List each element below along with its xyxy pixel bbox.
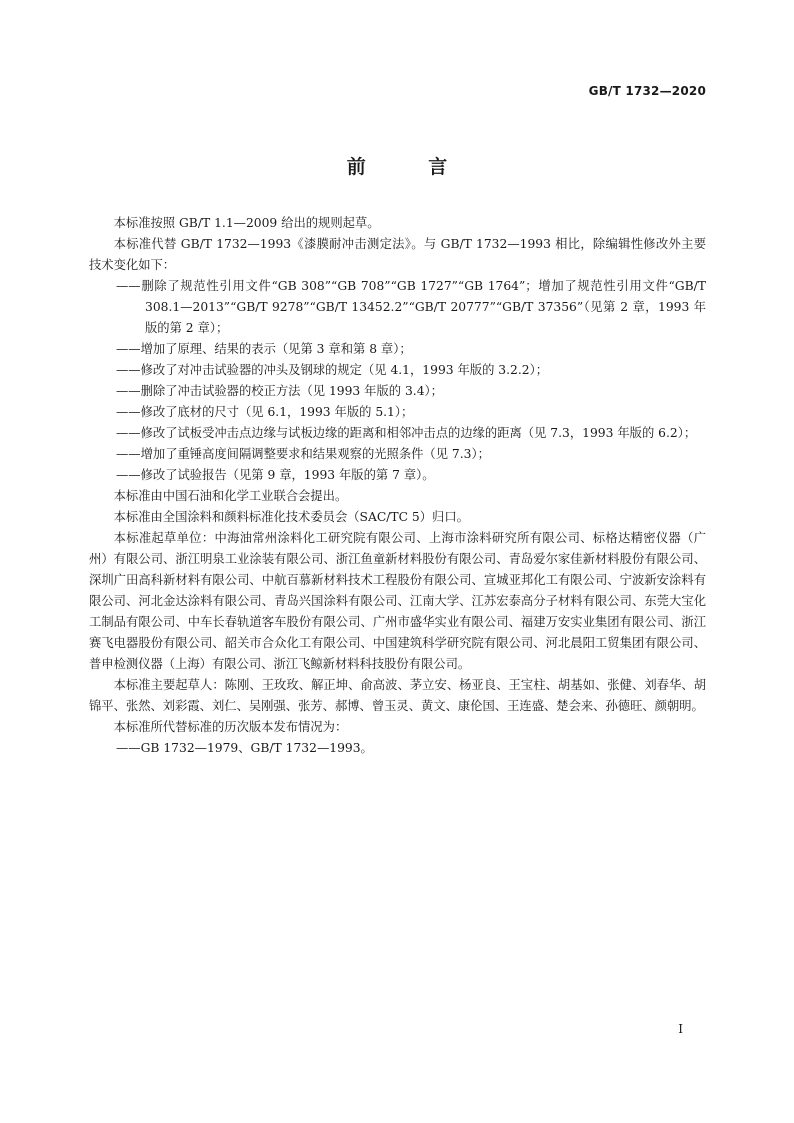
- change-item: ——删除了规范性引用文件“GB 308”“GB 708”“GB 1727”“GB 1764”；增加了规范性引用文件“GB/T 308.1—2013”“GB/T 9278”“GB/T 13452.2”“GB/T 20777”“GB/T 37356”（见第 2 章，1993 年版的第 2 章）；: [116, 279, 706, 335]
- drafting-rule-paragraph: 本标准按照 GB/T 1.1—2009 给出的规则起草。: [113, 216, 380, 230]
- foreword-body: [89, 213, 706, 759]
- change-item: ——修改了底材的尺寸（见 6.1，1993 年版的 5.1）；: [116, 405, 414, 419]
- replacement-paragraph: 本标准代替 GB/T 1732—1993《漆膜耐冲击测定法》。与 GB/T 1732—1993 相比，除编辑性修改外主要技术变化如下：: [89, 237, 706, 272]
- changes-list: [89, 276, 706, 486]
- drafters-paragraph: 本标准主要起草人：陈刚、王玫玫、解正坤、俞高波、茅立安、杨亚良、王宝柱、胡基如、张健、刘春华、胡锦平、张然、刘彩霞、刘仁、吴刚强、张芳、郝博、曾玉灵、黄文、康伦国、王连盛、楚会来、孙德旺、颜朝明。: [89, 678, 706, 713]
- committee-paragraph: 本标准由全国涂料和颜料标准化技术委员会（SAC/TC 5）归口。: [113, 510, 469, 524]
- change-item: ——修改了对冲击试验器的冲头及钢球的规定（见 4.1，1993 年版的 3.2.2）；: [116, 363, 549, 377]
- change-item: ——删除了冲击试验器的校正方法（见 1993 年版的 3.4）；: [116, 384, 443, 398]
- change-item: ——增加了重锤高度间隔调整要求和结果观察的光照条件（见 7.3）；: [116, 447, 490, 461]
- standard-number: GB/T 1732—2020: [588, 84, 706, 98]
- proposer-paragraph: 本标准由中国石油和化学工业联合会提出。: [113, 489, 348, 503]
- page-number: I: [678, 1022, 683, 1036]
- history-intro-paragraph: 本标准所代替标准的历次版本发布情况为：: [113, 720, 348, 734]
- change-item: ——修改了试验报告（见第 9 章，1993 年版的第 7 章）。: [116, 468, 435, 482]
- page-title: 前 言: [346, 156, 476, 178]
- history-item: ——GB 1732—1979、GB/T 1732—1993。: [116, 741, 373, 755]
- drafting-units-paragraph: 本标准起草单位：中海油常州涂料化工研究院有限公司、上海市涂料研究所有限公司、标格达精密仪器（广州）有限公司、浙江明泉工业涂装有限公司、浙江鱼童新材料股份有限公司、青岛爱尔家佳新材料股份有限公司、深圳广田高科新材料有限公司、中航百慕新材料技术工程股份有限公司、宣城亚邦化工有限公司、宁波新安涂料有限公司、河北金达涂料有限公司、青岛兴国涂料有限公司、江南大学、江苏宏泰高分子材料有限公司、东莞大宝化工制品有限公司、中车长春轨道客车股份有限公司、广州市盛华实业有限公司、福建万安实业集团有限公司、浙江赛飞电器股份有限公司、韶关市合众化工有限公司、中国建筑科学研究院有限公司、河北晨阳工贸集团有限公司、普申检测仪器（上海）有限公司、浙江飞鲸新材料科技股份有限公司。: [89, 531, 706, 671]
- change-item: ——修改了试板受冲击点边缘与试板边缘的距离和相邻冲击点的边缘的距离（见 7.3，1993 年版的 6.2）；: [116, 426, 697, 440]
- change-item: ——增加了原理、结果的表示（见第 3 章和第 8 章）；: [116, 342, 412, 356]
